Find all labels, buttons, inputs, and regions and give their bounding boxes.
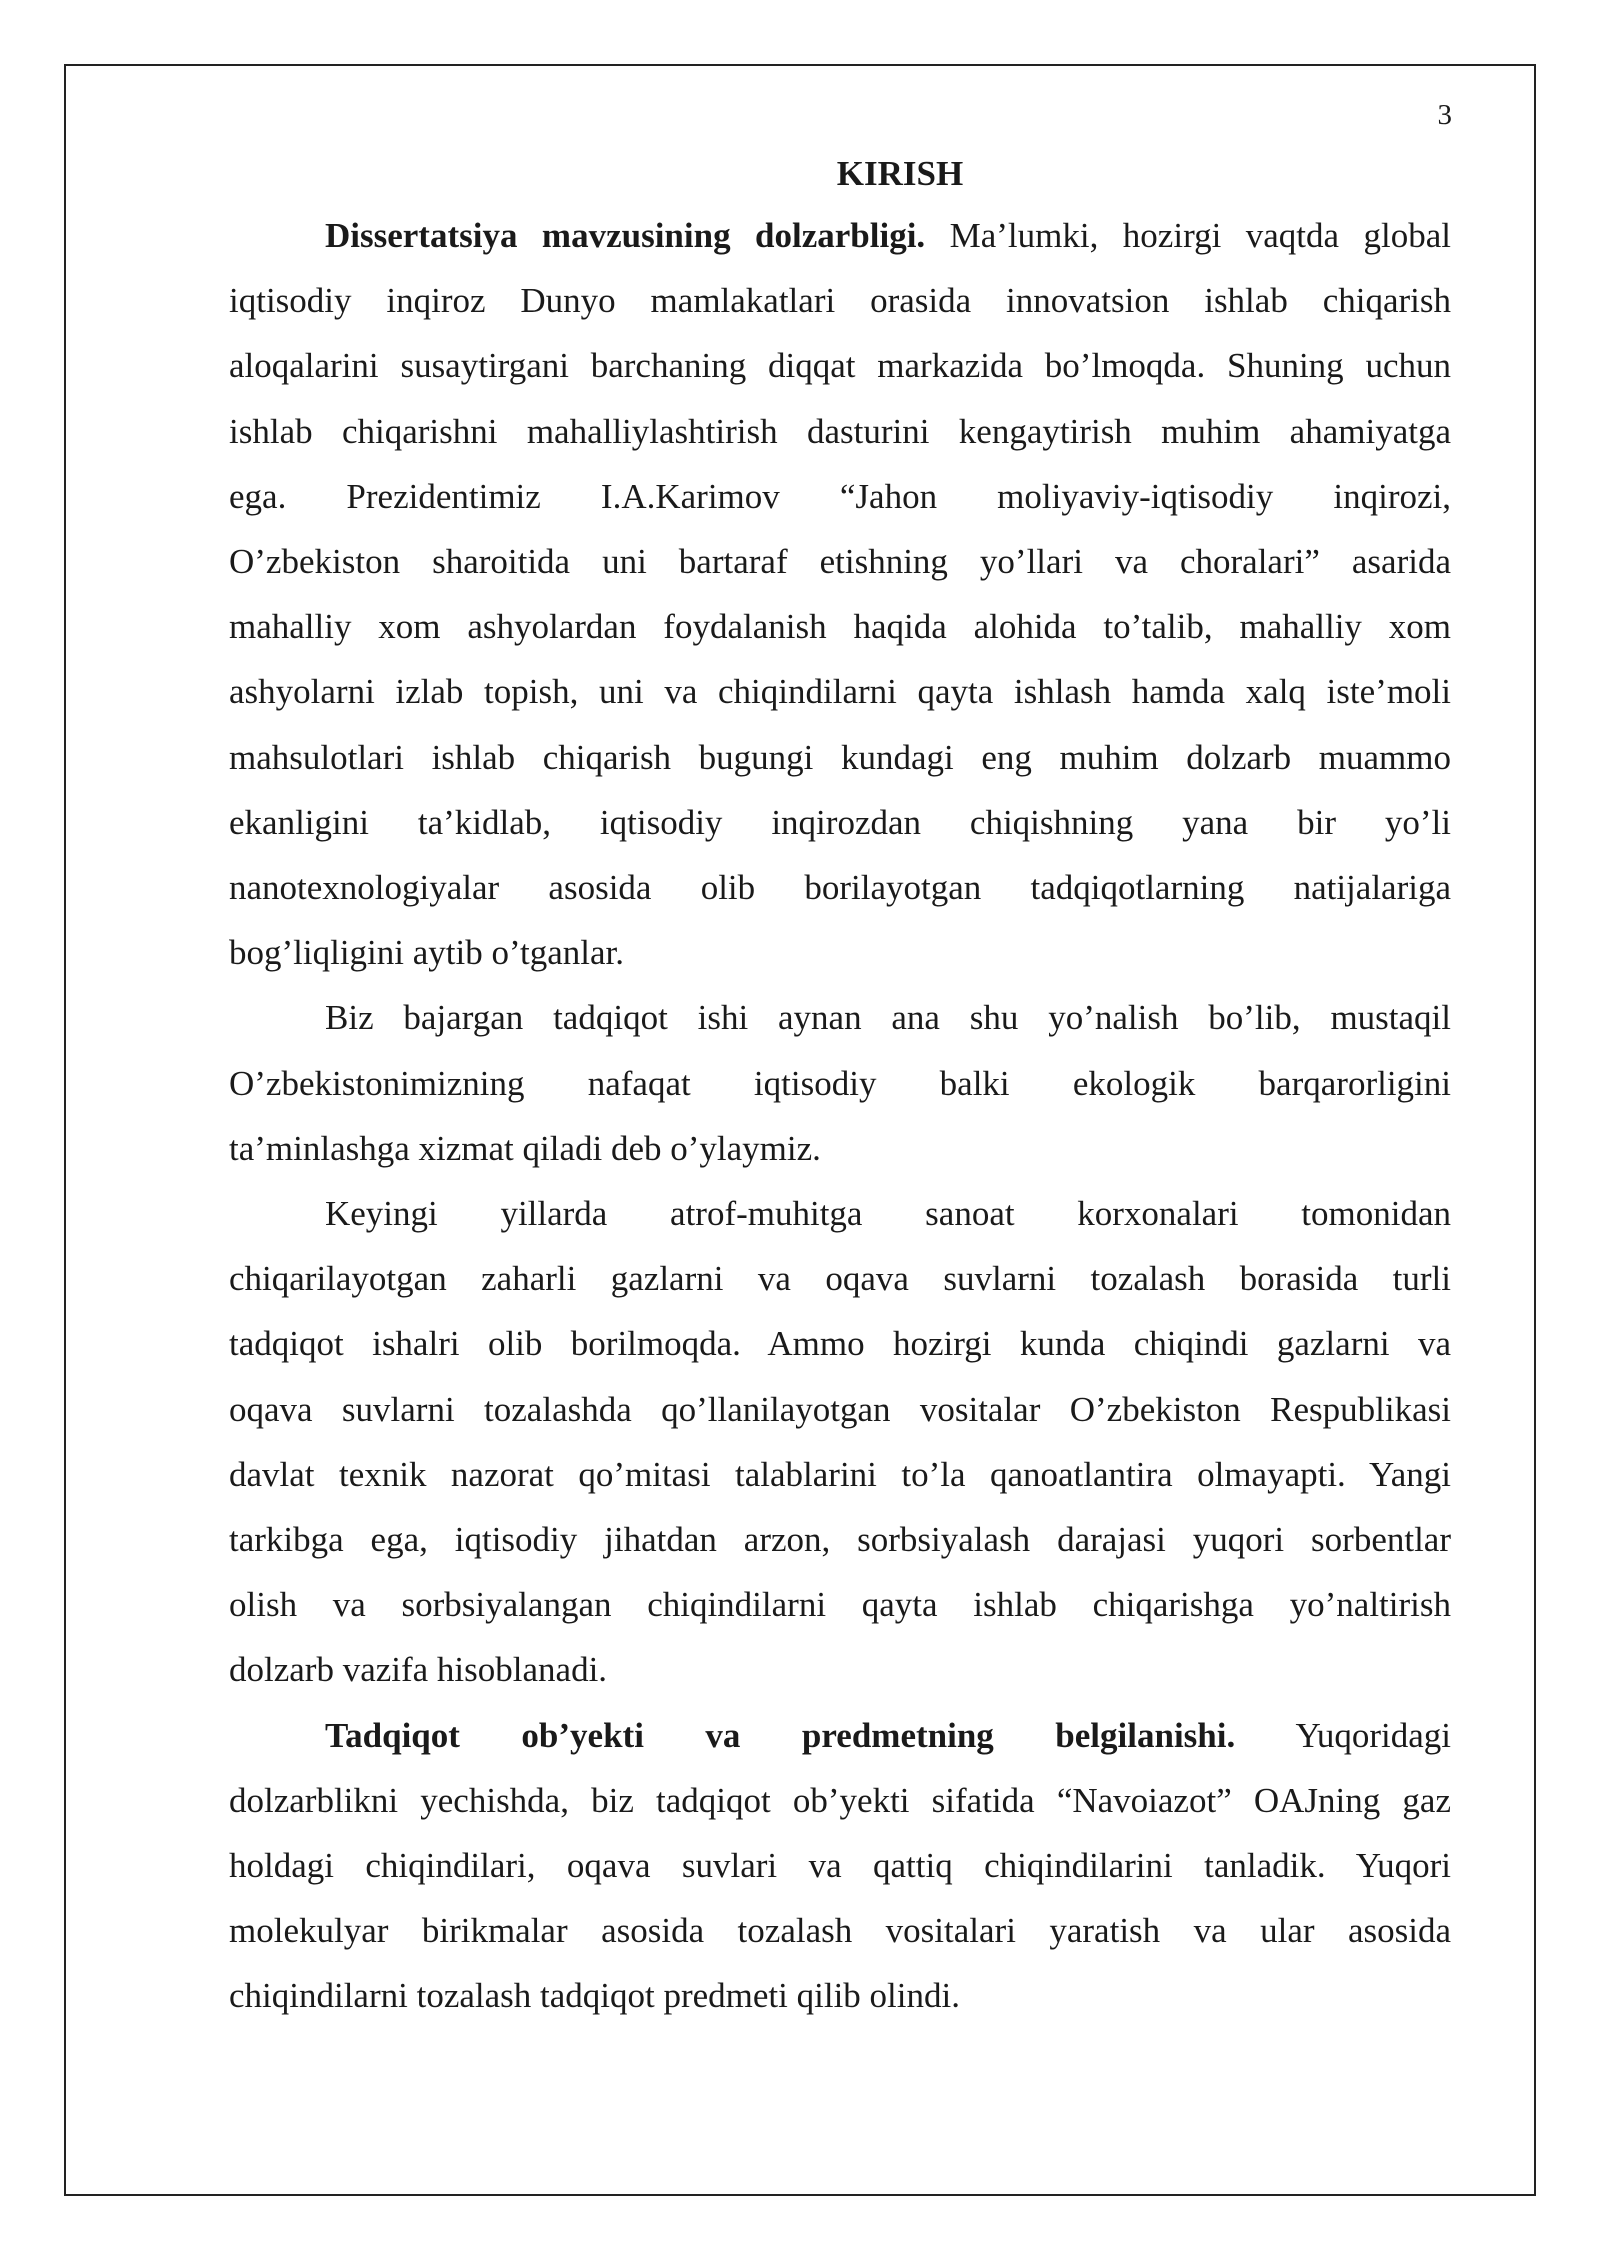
text-line: davlat texnik nazorat qo’mitasi talablarini to’la qanoatlantira olmayapti. Yangi bbox=[229, 1454, 1451, 1494]
text-line: aloqalarini susaytirgani barchaning diqqat markazida bo’lmoqda. Shuning uchun bbox=[229, 346, 1451, 386]
section-title: KIRISH bbox=[836, 154, 964, 193]
paragraph-heading: Tadqiqot ob’yekti va predmetning belgilanishi. bbox=[325, 1715, 1236, 1755]
text-line: molekulyar birikmalar asosida tozalash vositalari yaratish va ular asosida bbox=[229, 1911, 1451, 1951]
text-line: Keyingi yillarda atrof-muhitga sanoat korxonalari tomonidan bbox=[325, 1194, 1451, 1234]
paragraphs bbox=[229, 203, 1451, 2029]
text-line: holdagi chiqindilari, oqava suvlari va qattiq chiqindilarini tanladik. Yuqori bbox=[229, 1846, 1451, 1886]
text-line: O’zbekiston sharoitida uni bartaraf etishning yo’llari va choralari” asarida bbox=[229, 542, 1451, 582]
text-line bbox=[229, 1703, 1451, 1768]
text-line: chiqindilarni tozalash tadqiqot predmeti qilib olindi. bbox=[229, 1976, 960, 2016]
text-line: ashyolarni izlab topish, uni va chiqindilarni qayta ishlash hamda xalq iste’moli bbox=[229, 672, 1451, 712]
text-line: tarkibga ega, iqtisodiy jihatdan arzon, sorbsiyalash darajasi yuqori sorbentlar bbox=[229, 1520, 1451, 1560]
text-line: ega. Prezidentimiz I.A.Karimov “Jahon moliyaviy-iqtisodiy inqirozi, bbox=[229, 476, 1451, 516]
text-line: O’zbekistonimizning nafaqat iqtisodiy balki ekologik barqarorligini bbox=[229, 1063, 1451, 1103]
paragraph bbox=[229, 1181, 1451, 1703]
text-run: Ma’lumki, hozirgi vaqtda global bbox=[925, 216, 1451, 255]
text-line: dolzarb vazifa hisoblanadi. bbox=[229, 1650, 608, 1690]
paragraph bbox=[229, 985, 1451, 1181]
text-line: Biz bajargan tadqiqot ishi aynan ana shu yo’nalish bo’lib, mustaqil bbox=[325, 998, 1451, 1038]
text-line: bog’liqligini aytib o’tganlar. bbox=[229, 933, 624, 973]
text-line: oqava suvlarni tozalashda qo’llanilayotgan vositalar O’zbekiston Respublikasi bbox=[229, 1389, 1451, 1429]
text-line: ekanligini ta’kidlab, iqtisodiy inqirozdan chiqishning yana bir yo’li bbox=[229, 802, 1451, 842]
text-line: iqtisodiy inqiroz Dunyo mamlakatlari orasida innovatsion ishlab chiqarish bbox=[229, 281, 1451, 321]
text-run: Yuqoridagi bbox=[1235, 1715, 1451, 1755]
paragraph bbox=[229, 203, 1451, 985]
text-line: mahalliy xom ashyolardan foydalanish haqida alohida to’talib, mahalliy xom bbox=[229, 607, 1451, 647]
text-line: tadqiqot ishalri olib borilmoqda. Ammo hozirgi kunda chiqindi gazlarni va bbox=[229, 1324, 1451, 1364]
text-line: olish va sorbsiyalangan chiqindilarni qayta ishlab chiqarishga yo’naltirish bbox=[229, 1585, 1451, 1625]
text-line bbox=[229, 203, 1451, 268]
paragraph-heading: Dissertatsiya mavzusining dolzarbligi. bbox=[325, 216, 926, 255]
text-line: ta’minlashga xizmat qiladi deb o’ylaymiz. bbox=[229, 1128, 821, 1168]
text-line: ishlab chiqarishni mahalliylashtirish dasturini kengaytirish muhim ahamiyatga bbox=[229, 411, 1451, 451]
paragraph bbox=[229, 1703, 1451, 2029]
document-body bbox=[229, 151, 1451, 2029]
page-number: 3 bbox=[1437, 99, 1452, 131]
text-line: mahsulotlari ishlab chiqarish bugungi kundagi eng muhim dolzarb muammo bbox=[229, 737, 1451, 777]
text-line: nanotexnologiyalar asosida olib borilayotgan tadqiqotlarning natijalariga bbox=[229, 868, 1451, 908]
text-line: chiqarilayotgan zaharli gazlarni va oqava suvlarni tozalash borasida turli bbox=[229, 1259, 1451, 1299]
text-line: dolzarblikni yechishda, biz tadqiqot ob’yekti sifatida “Navoiazot” OAJning gaz bbox=[229, 1780, 1451, 1820]
